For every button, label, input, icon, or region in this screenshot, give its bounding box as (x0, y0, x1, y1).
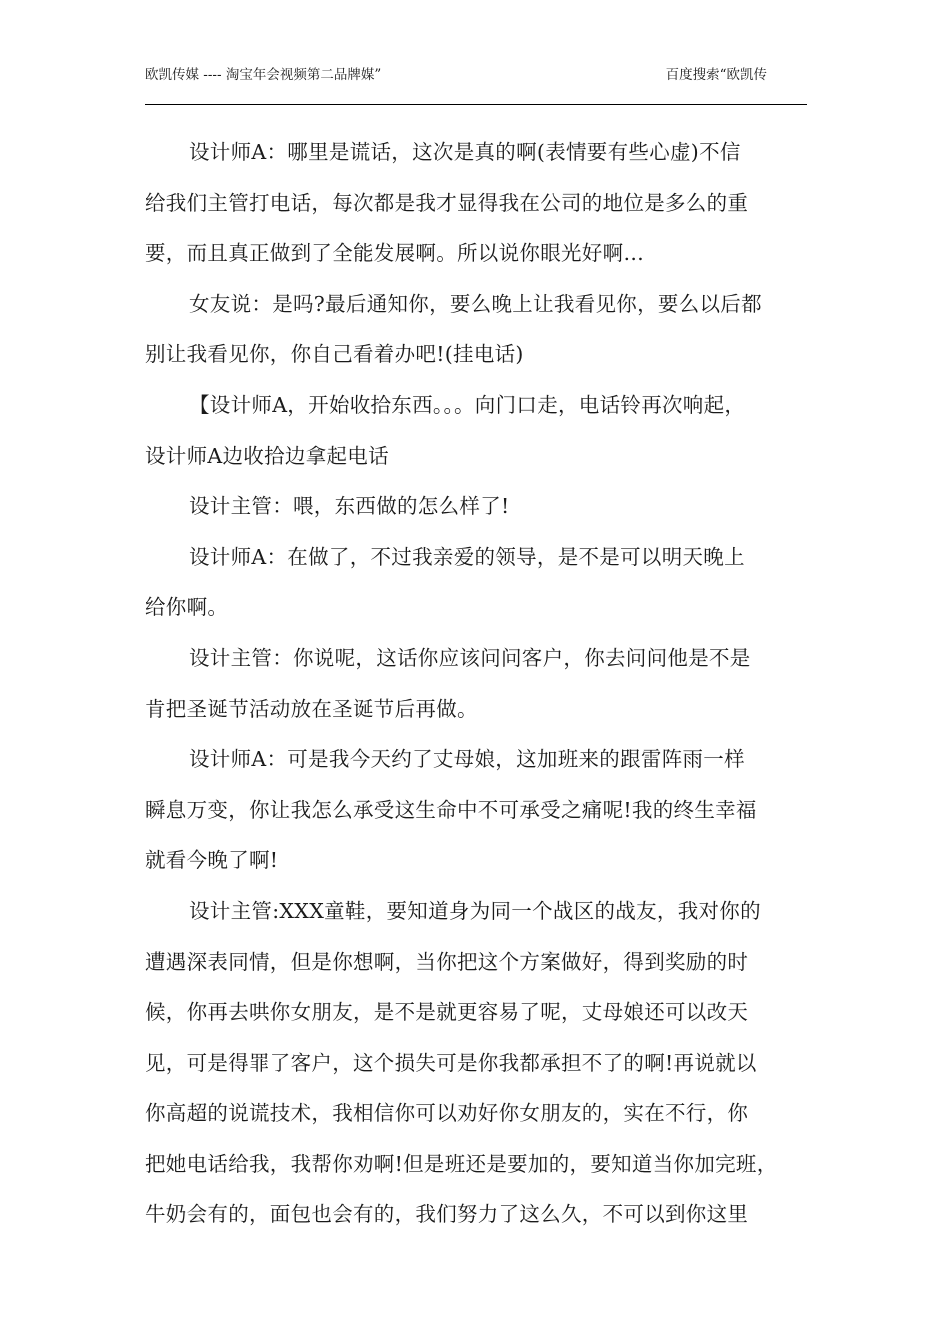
text-line: 瞬息万变，你让我怎么承受这生命中不可承受之痛呢!我的终生幸福 (145, 797, 757, 822)
text-line: 设计主管:XXX童鞋，要知道身为同一个战区的战友，我对你的 (189, 898, 761, 923)
text-line: 【设计师A，开始收拾东西。。。向门口走，电话铃再次响起， (189, 392, 746, 417)
text-line: 设计主管：喂，东西做的怎么样了! (189, 494, 510, 519)
text-line: 肯把圣诞节活动放在圣诞节后再做。 (145, 696, 478, 721)
header-left-text: 欧凯传媒 ---- 淘宝年会视频第二品牌媒” (145, 67, 382, 83)
text-line: 你高超的说谎技术，我相信你可以劝好你女朋友的，实在不行，你 (145, 1101, 749, 1126)
text-line: 要，而且真正做到了全能发展啊。所以说你眼光好啊… (145, 241, 645, 266)
text-line: 设计师A：可是我今天约了丈母娘，这加班来的跟雷阵雨一样 (189, 747, 745, 772)
text-line: 见，可是得罪了客户，这个损失可是你我都承担不了的啊!再说就以 (145, 1050, 757, 1075)
text-line: 候，你再去哄你女朋友，是不是就更容易了呢，丈母娘还可以改天 (145, 1000, 749, 1025)
text-line: 牛奶会有的，面包也会有的，我们努力了这么久，不可以到你这里 (145, 1202, 749, 1227)
text-line: 就看今晚了啊! (145, 848, 279, 873)
text-line: 设计师A：哪里是谎话，这次是真的啊(表情要有些心虚)不信 (189, 140, 741, 164)
text-line: 给你啊。 (145, 595, 229, 620)
text-line: 设计主管：你说呢，这话你应该问问客户，你去问问他是不是 (189, 645, 751, 670)
text-line: 别让我看见你，你自己看着办吧!(挂电话) (145, 342, 524, 367)
text-line: 遭遇深表同情，但是你想啊，当你把这个方案做好，得到奖励的时 (145, 949, 749, 974)
header-right-text: 百度搜索“欧凯传 (665, 67, 767, 83)
document-body (145, 127, 810, 1240)
text-line: 把她电话给我，我帮你劝啊!但是班还是要加的，要知道当你加完班， (145, 1151, 778, 1176)
text-line: 女友说：是吗?最后通知你，要么晚上让我看见你，要么以后都 (189, 291, 762, 316)
text-line: 设计师A：在做了，不过我亲爱的领导，是不是可以明天晚上 (189, 544, 745, 569)
text-line: 给我们主管打电话，每次都是我才显得我在公司的地位是多么的重 (145, 190, 749, 215)
text-line: 设计师A边收拾边拿起电话 (145, 443, 389, 468)
page-header (145, 66, 807, 105)
